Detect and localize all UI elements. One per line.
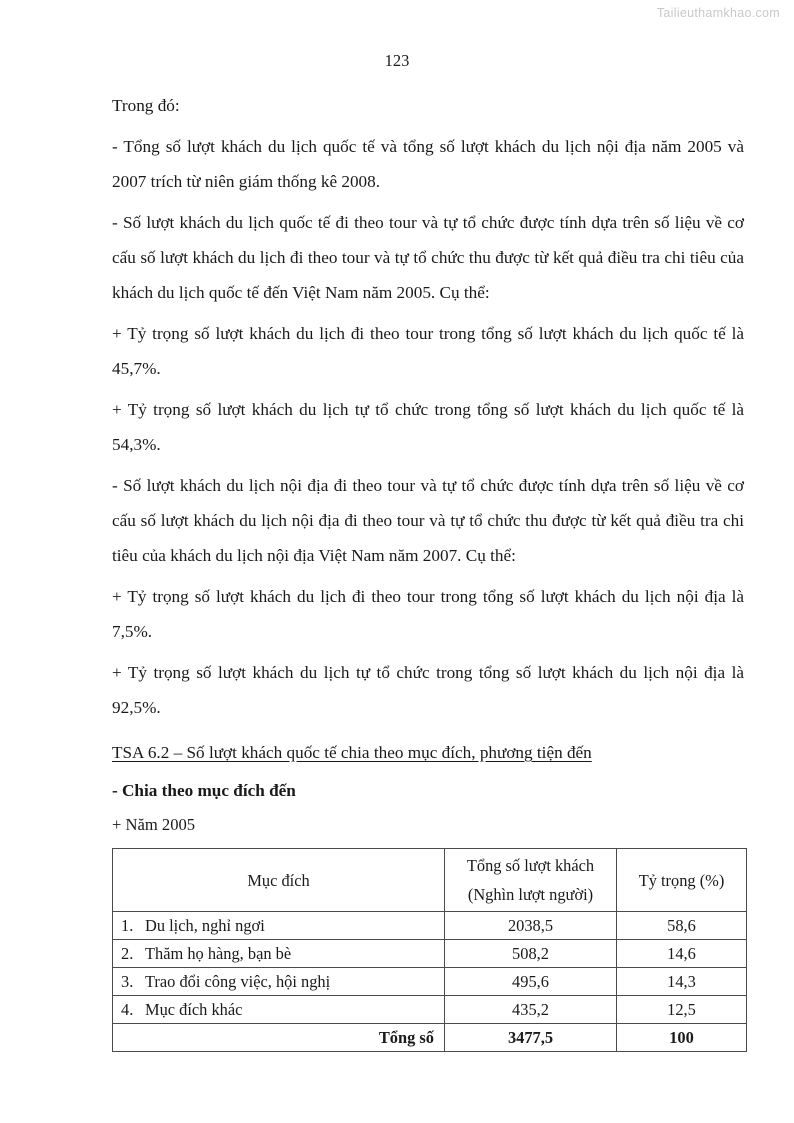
paragraph-1: - Tổng số lượt khách du lịch quốc tế và tổng số lượt khách du lịch nội địa năm 2005 và 2007 trích từ niên giám thống kê 2008. bbox=[112, 137, 744, 191]
header-total-line1: Tổng số lượt khách bbox=[466, 856, 595, 875]
paragraph-5: - Số lượt khách du lịch nội địa đi theo tour và tự tổ chức được tính dựa trên số liệu về cơ cấu số lượt khách du lịch nội địa đi theo tour và tự tổ chức thu được từ kết quả điều tra chi tiêu của khách du lịch nội địa Việt Nam năm 2007. Cụ thể: bbox=[112, 476, 744, 565]
cell-purpose bbox=[113, 912, 445, 940]
header-cell-share: Tỷ trọng (%) bbox=[617, 849, 747, 912]
table-header-row bbox=[113, 849, 747, 912]
row-index: 4. bbox=[121, 1000, 134, 1019]
cell-total: 508,2 bbox=[445, 940, 617, 968]
cell-share: 12,5 bbox=[617, 996, 747, 1024]
paragraph-2: - Số lượt khách du lịch quốc tế đi theo tour và tự tổ chức được tính dựa trên số liệu về cơ cấu số lượt khách du lịch đi theo tour và tự tổ chức thu được từ kết quả điều tra chi tiêu của khách du lịch quốc tế đến Việt Nam năm 2005. Cụ thể: bbox=[112, 213, 744, 302]
page-number: 123 bbox=[384, 51, 410, 70]
cell-purpose bbox=[113, 996, 445, 1024]
row-purpose-label: Du lịch, nghỉ ngơi bbox=[145, 916, 265, 935]
cell-purpose bbox=[113, 940, 445, 968]
total-row-share: 100 bbox=[617, 1024, 747, 1052]
header-total-line2: (Nghìn lượt người) bbox=[467, 885, 594, 904]
paragraph-4: + Tỷ trọng số lượt khách du lịch tự tổ chức trong tổng số lượt khách du lịch quốc tế là 54,3%. bbox=[112, 400, 744, 454]
cell-share: 14,6 bbox=[617, 940, 747, 968]
document-content bbox=[112, 88, 744, 1052]
paragraph-6: + Tỷ trọng số lượt khách du lịch đi theo tour trong tổng số lượt khách du lịch nội địa là 7,5%. bbox=[112, 587, 744, 641]
row-purpose-label: Trao đổi công việc, hội nghị bbox=[145, 972, 331, 991]
table-body bbox=[113, 912, 747, 1052]
purpose-statistics-table bbox=[112, 848, 747, 1052]
header-cell-total bbox=[445, 849, 617, 912]
table-row bbox=[113, 912, 747, 940]
year-label: + Năm 2005 bbox=[112, 815, 196, 834]
table-row bbox=[113, 940, 747, 968]
cell-total: 495,6 bbox=[445, 968, 617, 996]
row-index: 1. bbox=[121, 916, 134, 935]
intro-paragraph: Trong đó: bbox=[112, 96, 180, 115]
row-index: 3. bbox=[121, 972, 134, 991]
watermark-text: Tailieuthamkhao.com bbox=[656, 6, 780, 20]
row-purpose-label: Mục đích khác bbox=[145, 1000, 243, 1019]
cell-total: 435,2 bbox=[445, 996, 617, 1024]
cell-share: 58,6 bbox=[617, 912, 747, 940]
table-total-row bbox=[113, 1024, 747, 1052]
cell-total: 2038,5 bbox=[445, 912, 617, 940]
row-purpose-label: Thăm họ hàng, bạn bè bbox=[145, 944, 292, 963]
cell-share: 14,3 bbox=[617, 968, 747, 996]
table-row bbox=[113, 968, 747, 996]
table-row bbox=[113, 996, 747, 1024]
total-row-total: 3477,5 bbox=[445, 1024, 617, 1052]
section-heading: TSA 6.2 – Số lượt khách quốc tế chia theo mục đích, phương tiện đến bbox=[112, 743, 592, 762]
paragraph-3: + Tỷ trọng số lượt khách du lịch đi theo tour trong tổng số lượt khách du lịch quốc tế là 45,7%. bbox=[112, 324, 744, 378]
paragraph-7: + Tỷ trọng số lượt khách du lịch tự tổ chức trong tổng số lượt khách du lịch nội địa là 92,5%. bbox=[112, 663, 744, 717]
header-cell-purpose: Mục đích bbox=[113, 849, 445, 912]
total-row-label: Tổng số bbox=[113, 1024, 445, 1052]
table-header bbox=[113, 849, 747, 912]
cell-purpose bbox=[113, 968, 445, 996]
row-index: 2. bbox=[121, 944, 134, 963]
subsection-heading: - Chia theo mục đích đến bbox=[112, 781, 296, 800]
